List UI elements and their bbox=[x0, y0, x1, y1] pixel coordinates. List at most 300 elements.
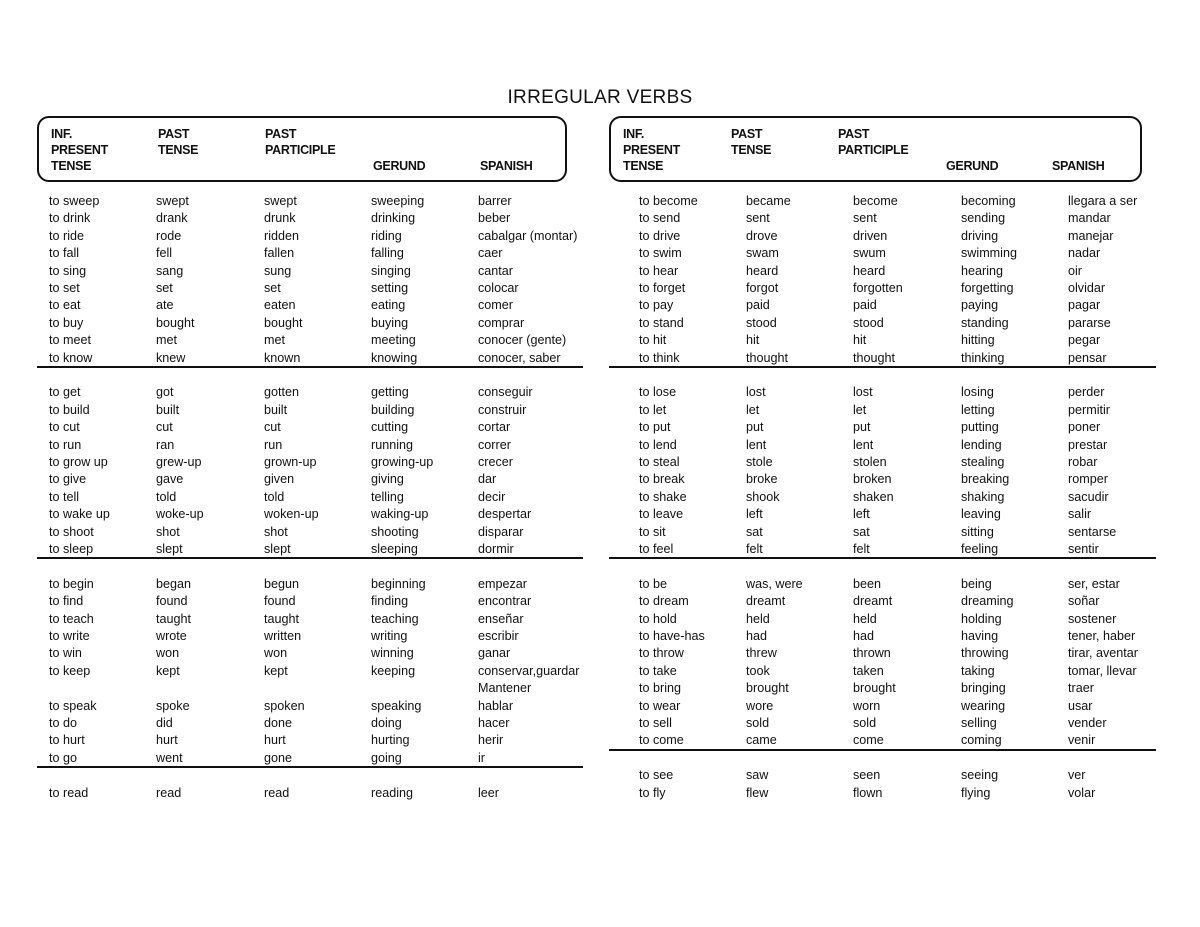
cell-spanish: nadar bbox=[1068, 246, 1101, 261]
cell-infinitive: to sit bbox=[639, 524, 666, 539]
cell-past-tense: woke-up bbox=[156, 507, 204, 522]
cell-infinitive: to meet bbox=[49, 333, 91, 348]
header-inf-present-tense: INF. PRESENT TENSE bbox=[623, 127, 680, 173]
left-header-box bbox=[37, 116, 567, 182]
cell-past-tense: came bbox=[746, 733, 777, 748]
cell-spanish: beber bbox=[478, 211, 511, 226]
cell-spanish: olvidar bbox=[1068, 281, 1106, 295]
cell-spanish: leer bbox=[478, 785, 499, 800]
cell-infinitive: to cut bbox=[49, 420, 80, 435]
cell-past-tense: grew-up bbox=[156, 455, 202, 469]
cell-gerund: sitting bbox=[961, 524, 994, 539]
cell-gerund: swimming bbox=[961, 246, 1017, 261]
cell-infinitive: to throw bbox=[639, 646, 684, 661]
cell-past-participle: swum bbox=[853, 246, 886, 261]
cell-past-tense: wrote bbox=[156, 629, 187, 643]
cell-infinitive: to feel bbox=[639, 542, 674, 556]
cell-past-participle: sat bbox=[853, 524, 870, 539]
cell-gerund: falling bbox=[371, 246, 404, 261]
cell-spanish: ir bbox=[478, 750, 485, 765]
cell-gerund: beginning bbox=[371, 576, 426, 591]
cell-gerund: throwing bbox=[961, 646, 1009, 661]
cell-infinitive: to send bbox=[639, 211, 681, 226]
cell-spanish: enseñar bbox=[478, 611, 524, 626]
cell-past-participle: shaken bbox=[853, 489, 894, 504]
cell-past-tense: was, were bbox=[746, 576, 803, 591]
cell-infinitive: to stand bbox=[639, 315, 684, 330]
cell-gerund: winning bbox=[371, 646, 414, 661]
cell-past-participle: kept bbox=[264, 663, 288, 678]
cell-past-tense: drove bbox=[746, 228, 778, 243]
cell-past-tense: set bbox=[156, 281, 173, 295]
cell-past-tense: lent bbox=[746, 437, 767, 452]
cell-past-tense: ran bbox=[156, 437, 175, 452]
cell-past-tense: drank bbox=[156, 211, 188, 226]
cell-gerund: finding bbox=[371, 594, 409, 609]
cell-past-tense: bought bbox=[156, 315, 195, 330]
cell-spanish: hablar bbox=[478, 698, 514, 713]
cell-infinitive: to fall bbox=[49, 246, 80, 261]
header-inf-present-tense: INF. PRESENT TENSE bbox=[51, 127, 108, 173]
cell-spanish: pararse bbox=[1068, 315, 1111, 330]
cell-past-tense: swept bbox=[156, 194, 189, 208]
cell-spanish: caer bbox=[478, 246, 503, 261]
cell-gerund: speaking bbox=[371, 698, 422, 713]
cell-infinitive: to forget bbox=[639, 281, 686, 295]
cell-past-participle: woken-up bbox=[264, 507, 319, 522]
cell-past-tense: shook bbox=[746, 489, 780, 504]
cell-gerund: knowing bbox=[371, 350, 418, 365]
cell-gerund: coming bbox=[961, 733, 1002, 748]
header-past-participle: PAST PARTICIPLE bbox=[265, 127, 336, 157]
cell-past-tense: fell bbox=[156, 246, 173, 261]
cell-past-tense: paid bbox=[746, 298, 770, 313]
cell-spanish: sostener bbox=[1068, 611, 1117, 626]
cell-spanish: dormir bbox=[478, 542, 514, 556]
cell-infinitive: to hold bbox=[639, 611, 677, 626]
cell-gerund: telling bbox=[371, 489, 404, 504]
cell-spanish: construir bbox=[478, 402, 527, 417]
cell-spanish: pagar bbox=[1068, 298, 1101, 313]
cell-spanish: encontrar bbox=[478, 594, 532, 609]
cell-infinitive: to dream bbox=[639, 594, 689, 609]
cell-gerund: writing bbox=[371, 629, 408, 643]
cell-gerund: waking-up bbox=[371, 507, 429, 522]
cell-past-participle: sold bbox=[853, 716, 877, 730]
cell-gerund: breaking bbox=[961, 472, 1010, 487]
cell-spanish: venir bbox=[1068, 733, 1096, 748]
cell-infinitive: to ride bbox=[49, 228, 85, 243]
cell-spanish: sentir bbox=[1068, 542, 1099, 556]
cell-past-tense: rode bbox=[156, 228, 182, 243]
cell-past-participle: read bbox=[264, 785, 290, 800]
cell-spanish: conocer, saber bbox=[478, 350, 561, 365]
cell-past-tense: sold bbox=[746, 716, 770, 730]
cell-past-participle: put bbox=[853, 420, 871, 435]
cell-spanish: Mantener bbox=[478, 681, 532, 696]
cell-spanish: conocer (gente) bbox=[478, 333, 567, 348]
cell-past-tense: did bbox=[156, 716, 173, 730]
cell-past-tense: ate bbox=[156, 298, 174, 313]
cell-infinitive: to bring bbox=[639, 681, 682, 696]
cell-infinitive: to sleep bbox=[49, 542, 94, 556]
cell-past-participle: become bbox=[853, 194, 898, 208]
cell-spanish: cantar bbox=[478, 263, 514, 278]
cell-infinitive: to lend bbox=[639, 437, 677, 452]
cell-past-tense: got bbox=[156, 385, 174, 400]
header-gerund: GERUND bbox=[373, 159, 426, 173]
cell-past-participle: won bbox=[264, 646, 288, 661]
cell-past-tense: won bbox=[156, 646, 180, 661]
cell-past-tense: left bbox=[746, 507, 763, 522]
cell-spanish: empezar bbox=[478, 576, 527, 591]
cell-past-participle: eaten bbox=[264, 298, 296, 313]
cell-infinitive: to wear bbox=[639, 698, 681, 713]
cell-gerund: drinking bbox=[371, 211, 416, 226]
cell-spanish: romper bbox=[1068, 472, 1108, 487]
cell-gerund: running bbox=[371, 437, 414, 452]
cell-infinitive: to fly bbox=[639, 785, 666, 800]
cell-past-tense: became bbox=[746, 194, 791, 208]
cell-gerund: hitting bbox=[961, 333, 995, 348]
cell-infinitive: to shake bbox=[639, 489, 687, 504]
cell-spanish: vender bbox=[1068, 716, 1107, 730]
cell-infinitive: to speak bbox=[49, 698, 97, 713]
header-spanish: SPANISH bbox=[1052, 159, 1105, 173]
cell-gerund: feeling bbox=[961, 542, 999, 556]
cell-infinitive: to take bbox=[639, 663, 677, 678]
cell-gerund: dreaming bbox=[961, 594, 1014, 609]
cell-past-participle: written bbox=[264, 629, 302, 643]
cell-infinitive: to leave bbox=[639, 507, 684, 522]
cell-past-tense: gave bbox=[156, 472, 184, 487]
cell-past-tense: held bbox=[746, 611, 770, 626]
cell-gerund: going bbox=[371, 750, 402, 765]
cell-spanish: comer bbox=[478, 298, 513, 313]
cell-infinitive: to teach bbox=[49, 611, 94, 626]
cell-gerund: teaching bbox=[371, 611, 419, 626]
cell-infinitive: to win bbox=[49, 646, 82, 661]
cell-infinitive: to wake up bbox=[49, 507, 110, 522]
cell-past-participle: held bbox=[853, 611, 877, 626]
cell-spanish: dar bbox=[478, 472, 497, 487]
cell-past-participle: taught bbox=[264, 611, 300, 626]
cell-spanish: escribir bbox=[478, 629, 519, 643]
cell-past-participle: hit bbox=[853, 333, 867, 348]
cell-gerund: lending bbox=[961, 437, 1002, 452]
cell-infinitive: to get bbox=[49, 385, 81, 400]
cell-gerund: sleeping bbox=[371, 542, 418, 556]
cell-past-tense: found bbox=[156, 594, 188, 609]
cell-past-participle: slept bbox=[264, 542, 291, 556]
cell-infinitive: to read bbox=[49, 785, 89, 800]
cell-gerund: growing-up bbox=[371, 455, 434, 469]
cell-gerund: standing bbox=[961, 315, 1009, 330]
cell-gerund: hurting bbox=[371, 733, 410, 748]
cell-past-participle: met bbox=[264, 333, 285, 348]
cell-past-participle: ridden bbox=[264, 228, 300, 243]
cell-infinitive: to keep bbox=[49, 663, 91, 678]
cell-past-participle: left bbox=[853, 507, 870, 522]
cell-past-participle: had bbox=[853, 629, 875, 643]
cell-infinitive: to do bbox=[49, 716, 78, 730]
cell-infinitive: to build bbox=[49, 402, 90, 417]
cell-spanish: sentarse bbox=[1068, 524, 1117, 539]
header-past-tense: PAST TENSE bbox=[731, 127, 772, 157]
cell-infinitive: to begin bbox=[49, 576, 94, 591]
cell-past-tense: broke bbox=[746, 472, 778, 487]
cell-past-tense: wore bbox=[746, 698, 774, 713]
cell-past-tense: began bbox=[156, 576, 192, 591]
cell-spanish: pensar bbox=[1068, 350, 1107, 365]
cell-past-tense: told bbox=[156, 489, 177, 504]
cell-past-tense: stood bbox=[746, 315, 777, 330]
cell-spanish: herir bbox=[478, 733, 504, 748]
cell-infinitive: to buy bbox=[49, 315, 84, 330]
cell-past-tense: saw bbox=[746, 768, 769, 783]
cell-past-tense: thought bbox=[746, 350, 789, 365]
cell-spanish: colocar bbox=[478, 281, 519, 295]
group-divider bbox=[37, 766, 583, 768]
cell-past-tense: knew bbox=[156, 350, 186, 365]
cell-gerund: keeping bbox=[371, 663, 416, 678]
cell-past-participle: drunk bbox=[264, 211, 296, 226]
cell-gerund: sweeping bbox=[371, 194, 425, 208]
cell-past-tense: hit bbox=[746, 333, 760, 348]
cell-past-tense: lost bbox=[746, 385, 766, 400]
cell-infinitive: to drink bbox=[49, 211, 91, 226]
cell-past-participle: felt bbox=[853, 542, 870, 556]
cell-past-participle: grown-up bbox=[264, 455, 317, 469]
cell-past-participle: lent bbox=[853, 437, 874, 452]
cell-gerund: holding bbox=[961, 611, 1002, 626]
cell-past-tense: forgot bbox=[746, 281, 779, 295]
cell-past-tense: threw bbox=[746, 646, 777, 661]
cell-past-participle: let bbox=[853, 402, 867, 417]
cell-infinitive: to drive bbox=[639, 228, 681, 243]
cell-spanish: despertar bbox=[478, 507, 532, 522]
cell-past-participle: known bbox=[264, 350, 301, 365]
cell-past-tense: put bbox=[746, 420, 764, 435]
cell-past-participle: bought bbox=[264, 315, 303, 330]
cell-spanish: poner bbox=[1068, 420, 1101, 435]
cell-past-tense: felt bbox=[746, 542, 763, 556]
cell-past-participle: dreamt bbox=[853, 594, 893, 609]
cell-infinitive: to pay bbox=[639, 298, 674, 313]
cell-gerund: getting bbox=[371, 385, 409, 400]
cell-past-participle: driven bbox=[853, 228, 888, 243]
cell-infinitive: to be bbox=[639, 576, 668, 591]
cell-gerund: bringing bbox=[961, 681, 1006, 696]
cell-gerund: forgetting bbox=[961, 281, 1014, 295]
header-past-tense: PAST TENSE bbox=[158, 127, 199, 157]
cell-infinitive: to become bbox=[639, 194, 698, 208]
group-divider bbox=[37, 557, 583, 559]
cell-gerund: eating bbox=[371, 298, 406, 313]
cell-spanish: prestar bbox=[1068, 437, 1108, 452]
cell-past-tense: stole bbox=[746, 455, 773, 469]
cell-past-participle: sung bbox=[264, 263, 292, 278]
cell-spanish: tener, haber bbox=[1068, 629, 1136, 643]
cell-spanish: tirar, aventar bbox=[1068, 646, 1138, 661]
cell-infinitive: to break bbox=[639, 472, 685, 487]
cell-past-participle: given bbox=[264, 472, 295, 487]
cell-past-participle: worn bbox=[853, 698, 881, 713]
cell-past-participle: set bbox=[264, 281, 281, 295]
cell-spanish: cortar bbox=[478, 420, 511, 435]
cell-past-tense: spoke bbox=[156, 698, 190, 713]
header-spanish: SPANISH bbox=[480, 159, 533, 173]
cell-gerund: setting bbox=[371, 281, 409, 295]
cell-gerund: meeting bbox=[371, 333, 416, 348]
cell-gerund: reading bbox=[371, 785, 414, 800]
cell-past-tense: cut bbox=[156, 420, 173, 435]
cell-gerund: stealing bbox=[961, 455, 1005, 469]
cell-gerund: buying bbox=[371, 315, 409, 330]
cell-gerund: losing bbox=[961, 385, 994, 400]
group-divider bbox=[37, 366, 583, 368]
cell-spanish: pegar bbox=[1068, 333, 1101, 348]
cell-past-tense: brought bbox=[746, 681, 789, 696]
cell-infinitive: to hurt bbox=[49, 733, 85, 748]
cell-gerund: wearing bbox=[961, 698, 1006, 713]
cell-past-participle: sent bbox=[853, 211, 877, 226]
cell-past-participle: gone bbox=[264, 750, 293, 765]
cell-spanish: perder bbox=[1068, 385, 1105, 400]
cell-infinitive: to go bbox=[49, 750, 78, 765]
cell-gerund: flying bbox=[961, 785, 991, 800]
cell-spanish: crecer bbox=[478, 455, 513, 469]
cell-infinitive: to write bbox=[49, 629, 90, 643]
cell-spanish: cabalgar (montar) bbox=[478, 228, 578, 243]
cell-past-participle: seen bbox=[853, 768, 881, 783]
cell-past-participle: brought bbox=[853, 681, 896, 696]
cell-infinitive: to have-has bbox=[639, 629, 705, 643]
cell-gerund: having bbox=[961, 629, 999, 643]
cell-past-tense: kept bbox=[156, 663, 180, 678]
cell-spanish: salir bbox=[1068, 507, 1092, 522]
cell-infinitive: to give bbox=[49, 472, 87, 487]
cell-past-participle: lost bbox=[853, 385, 873, 400]
cell-spanish: volar bbox=[1068, 785, 1096, 800]
cell-past-participle: heard bbox=[853, 263, 886, 278]
cell-past-participle: stood bbox=[853, 315, 884, 330]
cell-gerund: building bbox=[371, 402, 415, 417]
group-divider bbox=[609, 366, 1156, 368]
cell-past-tense: heard bbox=[746, 263, 779, 278]
cell-infinitive: to come bbox=[639, 733, 684, 748]
cell-past-participle: done bbox=[264, 716, 293, 730]
cell-past-participle: spoken bbox=[264, 698, 305, 713]
cell-gerund: selling bbox=[961, 716, 997, 730]
cell-past-tense: taught bbox=[156, 611, 192, 626]
cell-spanish: conseguir bbox=[478, 385, 533, 400]
cell-spanish: decir bbox=[478, 489, 506, 504]
cell-infinitive: to see bbox=[639, 768, 674, 783]
cell-gerund: becoming bbox=[961, 194, 1016, 208]
cell-past-participle: shot bbox=[264, 524, 288, 539]
cell-spanish: traer bbox=[1068, 681, 1094, 696]
cell-gerund: putting bbox=[961, 420, 999, 435]
cell-past-participle: gotten bbox=[264, 385, 300, 400]
cell-spanish: barrer bbox=[478, 194, 512, 208]
cell-gerund: being bbox=[961, 576, 992, 591]
cell-infinitive: to grow up bbox=[49, 455, 108, 469]
cell-infinitive: to eat bbox=[49, 298, 81, 313]
cell-past-participle: fallen bbox=[264, 246, 295, 261]
cell-gerund: shaking bbox=[961, 489, 1005, 504]
cell-past-tense: met bbox=[156, 333, 177, 348]
cell-infinitive: to think bbox=[639, 350, 680, 365]
cell-past-tense: shot bbox=[156, 524, 180, 539]
cell-past-participle: begun bbox=[264, 576, 300, 591]
cell-spanish: sacudir bbox=[1068, 489, 1109, 504]
cell-spanish: disparar bbox=[478, 524, 524, 539]
cell-infinitive: to know bbox=[49, 350, 93, 365]
cell-past-participle: thrown bbox=[853, 646, 891, 661]
cell-infinitive: to sing bbox=[49, 263, 87, 278]
cell-gerund: singing bbox=[371, 263, 411, 278]
cell-past-tense: flew bbox=[746, 785, 769, 800]
cell-infinitive: to let bbox=[639, 402, 667, 417]
cell-past-participle: stolen bbox=[853, 455, 887, 469]
cell-past-participle: swept bbox=[264, 194, 297, 208]
cell-past-participle: broken bbox=[853, 472, 892, 487]
cell-infinitive: to sell bbox=[639, 716, 672, 730]
cell-past-tense: read bbox=[156, 785, 182, 800]
cell-gerund: leaving bbox=[961, 507, 1001, 522]
cell-gerund: paying bbox=[961, 298, 999, 313]
right-header-box bbox=[609, 116, 1142, 182]
group-divider bbox=[609, 749, 1156, 751]
cell-past-participle: flown bbox=[853, 785, 883, 800]
cell-gerund: giving bbox=[371, 472, 404, 487]
cell-past-tense: let bbox=[746, 402, 760, 417]
cell-gerund: thinking bbox=[961, 350, 1005, 365]
cell-infinitive: to steal bbox=[639, 455, 680, 469]
cell-past-participle: found bbox=[264, 594, 296, 609]
cell-past-participle: forgotten bbox=[853, 281, 903, 295]
cell-past-participle: run bbox=[264, 437, 283, 452]
cell-past-participle: thought bbox=[853, 350, 896, 365]
cell-spanish: permitir bbox=[1068, 402, 1110, 417]
cell-spanish: conservar,guardar bbox=[478, 663, 580, 678]
cell-spanish: usar bbox=[1068, 698, 1093, 713]
cell-spanish: robar bbox=[1068, 455, 1098, 469]
cell-gerund: sending bbox=[961, 211, 1006, 226]
cell-gerund: doing bbox=[371, 716, 402, 730]
cell-past-tense: had bbox=[746, 629, 768, 643]
page-title: IRREGULAR VERBS bbox=[507, 87, 693, 108]
cell-past-tense: slept bbox=[156, 542, 183, 556]
cell-infinitive: to swim bbox=[639, 246, 682, 261]
cell-past-tense: sent bbox=[746, 211, 770, 226]
cell-past-tense: swam bbox=[746, 246, 779, 261]
cell-gerund: taking bbox=[961, 663, 995, 678]
cell-past-participle: built bbox=[264, 402, 288, 417]
cell-gerund: cutting bbox=[371, 420, 409, 435]
cell-gerund: letting bbox=[961, 402, 995, 417]
cell-spanish: correr bbox=[478, 437, 511, 452]
cell-spanish: hacer bbox=[478, 716, 510, 730]
cell-gerund: driving bbox=[961, 228, 999, 243]
cell-infinitive: to hit bbox=[639, 333, 667, 348]
cell-past-participle: cut bbox=[264, 420, 281, 435]
cell-spanish: ser, estar bbox=[1068, 576, 1120, 591]
cell-spanish: comprar bbox=[478, 315, 525, 330]
cell-spanish: manejar bbox=[1068, 228, 1114, 243]
cell-spanish: tomar, llevar bbox=[1068, 663, 1137, 678]
